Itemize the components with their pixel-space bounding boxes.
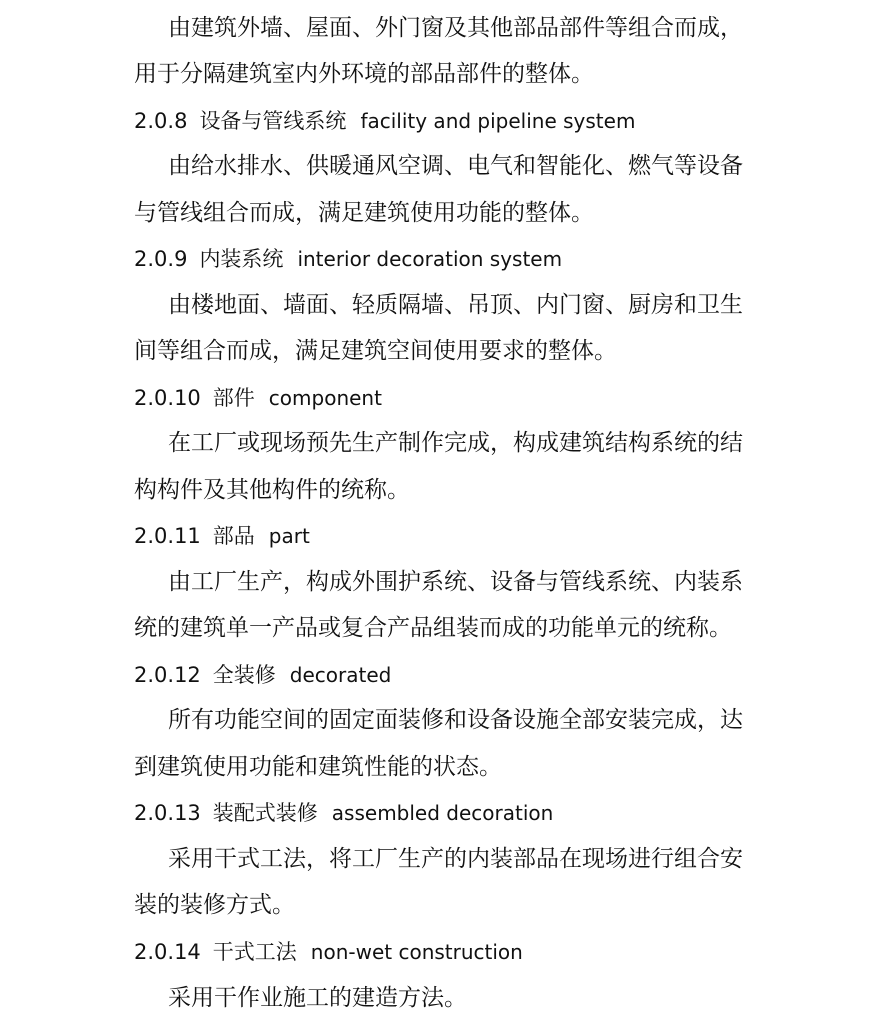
term-heading-2-0-10 [134, 383, 382, 413]
paragraph-line: 由楼地面、墙面、轻质隔墙、吊顶、内门窗、厨房和卫生 [168, 292, 743, 318]
term-chinese: 装配式装修 [212, 801, 318, 825]
paragraph-line: 在工厂或现场预先生产制作完成，构成建筑结构系统的结 [168, 430, 743, 456]
paragraph-line: 统的建筑单一产品或复合产品组装而成的功能单元的统称。 [134, 615, 732, 641]
term-english: non-wet construction [310, 940, 523, 964]
paragraph-line: 所有功能空间的固定面装修和设备设施全部安装完成，达 [168, 707, 743, 733]
term-english: part [268, 524, 310, 548]
paragraph-line: 由给水排水、供暖通风空调、电气和智能化、燃气等设备 [168, 153, 743, 179]
paragraph-line: 装的装修方式。 [134, 892, 295, 918]
paragraph-line: 与管线组合而成，满足建筑使用功能的整体。 [134, 200, 594, 226]
term-heading-2-0-11 [134, 521, 310, 551]
paragraph-line: 由建筑外墙、屋面、外门窗及其他部品部件等组合而成， [168, 15, 743, 41]
term-heading-2-0-12 [134, 660, 391, 690]
clause-number: 2.0.8 [134, 109, 188, 133]
paragraph-line: 用于分隔建筑室内外环境的部品部件的整体。 [134, 61, 594, 87]
term-chinese: 全装修 [212, 663, 276, 687]
paragraph-line: 到建筑使用功能和建筑性能的状态。 [134, 754, 502, 780]
clause-number: 2.0.12 [134, 663, 201, 687]
term-english: decorated [289, 663, 392, 687]
term-chinese: 部品 [212, 524, 255, 548]
term-chinese: 设备与管线系统 [199, 109, 347, 133]
term-english: component [268, 386, 382, 410]
paragraph-line: 由工厂生产，构成外围护系统、设备与管线系统、内装系 [168, 569, 743, 595]
clause-number: 2.0.11 [134, 524, 201, 548]
term-chinese: 内装系统 [199, 247, 284, 271]
clause-number: 2.0.14 [134, 940, 201, 964]
term-heading-2-0-9 [134, 244, 562, 274]
paragraph-line: 间等组合而成，满足建筑空间使用要求的整体。 [134, 338, 617, 364]
term-heading-2-0-8 [134, 106, 635, 136]
term-english: assembled decoration [331, 801, 554, 825]
paragraph-line: 采用干作业施工的建造方法。 [168, 985, 467, 1011]
term-heading-2-0-13 [134, 798, 553, 828]
clause-number: 2.0.9 [134, 247, 188, 271]
term-heading-2-0-14 [134, 937, 523, 967]
term-english: interior decoration system [297, 247, 563, 271]
term-english: facility and pipeline system [360, 109, 636, 133]
paragraph-line: 采用干式工法，将工厂生产的内装部品在现场进行组合安 [168, 846, 743, 872]
paragraph-line: 构构件及其他构件的统称。 [134, 477, 410, 503]
term-chinese: 部件 [212, 386, 255, 410]
clause-number: 2.0.13 [134, 801, 201, 825]
clause-number: 2.0.10 [134, 386, 201, 410]
term-chinese: 干式工法 [212, 940, 297, 964]
